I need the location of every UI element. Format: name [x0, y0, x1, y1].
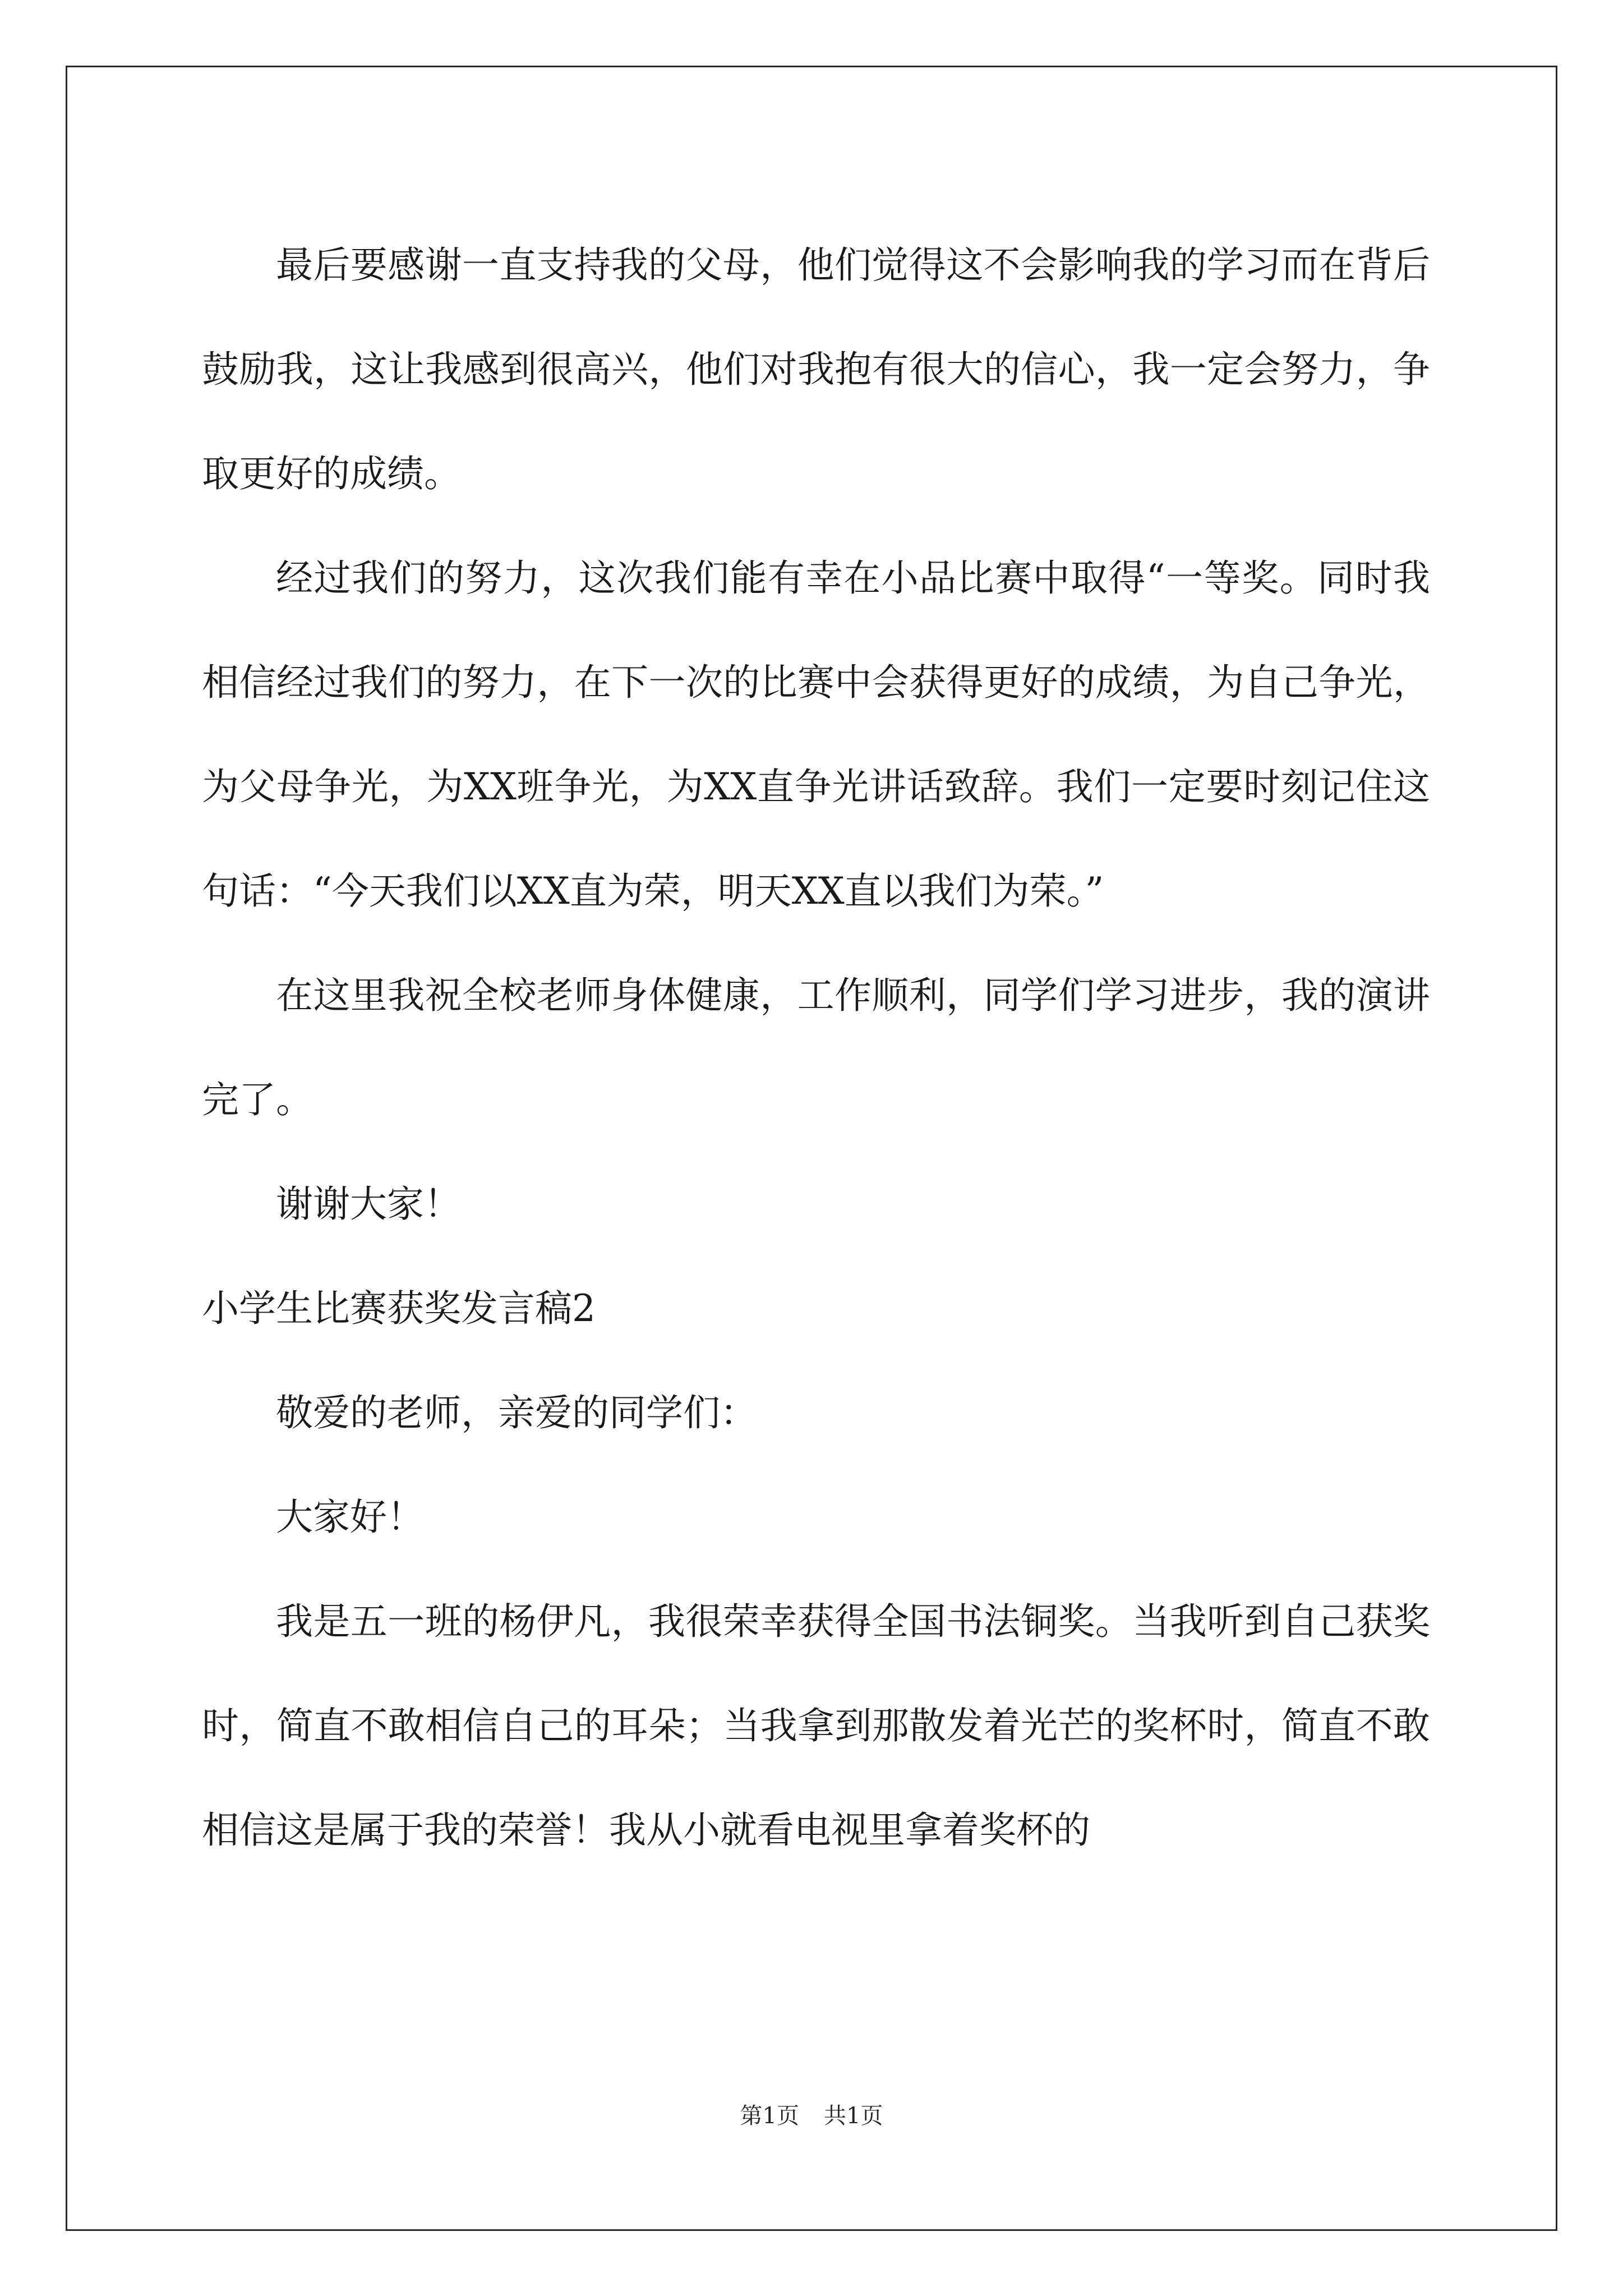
page-footer: [0, 2098, 1623, 2130]
page-number: 第1页: [740, 2103, 799, 2129]
document-body: [202, 213, 1430, 1883]
paragraph-wishes: 在这里我祝全校老师身体健康，工作顺利，同学们学习进步，我的演讲完了。: [202, 974, 1430, 1121]
paragraph-thanks-parents: 最后要感谢一直支持我的父母，他们觉得这不会影响我的学习而在背后鼓励我，这让我感到很高兴，他们对我抱有很大的信心，我一定会努力，争取更好的成绩。: [202, 243, 1430, 495]
section-heading: 小学生比赛获奖发言稿2: [202, 1287, 596, 1330]
paragraph-first-prize: 经过我们的努力，这次我们能有幸在小品比赛中取得“一等奖。同时我相信经过我们的努力，在下一次的比赛中会获得更好的成绩，为自己争光，为父母争光，为XX班争光，为XX直争光讲话致辞。我们一定要时刻记住这句话：“今天我们以XX直为荣，明天XX直以我们为荣。”: [202, 556, 1430, 913]
paragraph-thank-you: 谢谢大家！: [276, 1182, 461, 1226]
paragraph-salutation: 敬爱的老师，亲爱的同学们：: [276, 1391, 757, 1434]
paragraph-introduction: 我是五一班的杨伊凡，我很荣幸获得全国书法铜奖。当我听到自己获奖时，简直不敢相信自己的耳朵；当我拿到那散发着光芒的奖杯时，简直不敢相信这是属于我的荣誉！我从小就看电视里拿着奖杯的: [202, 1600, 1430, 1852]
paragraph-greeting: 大家好！: [276, 1496, 424, 1539]
page-total: 共1页: [824, 2103, 883, 2129]
